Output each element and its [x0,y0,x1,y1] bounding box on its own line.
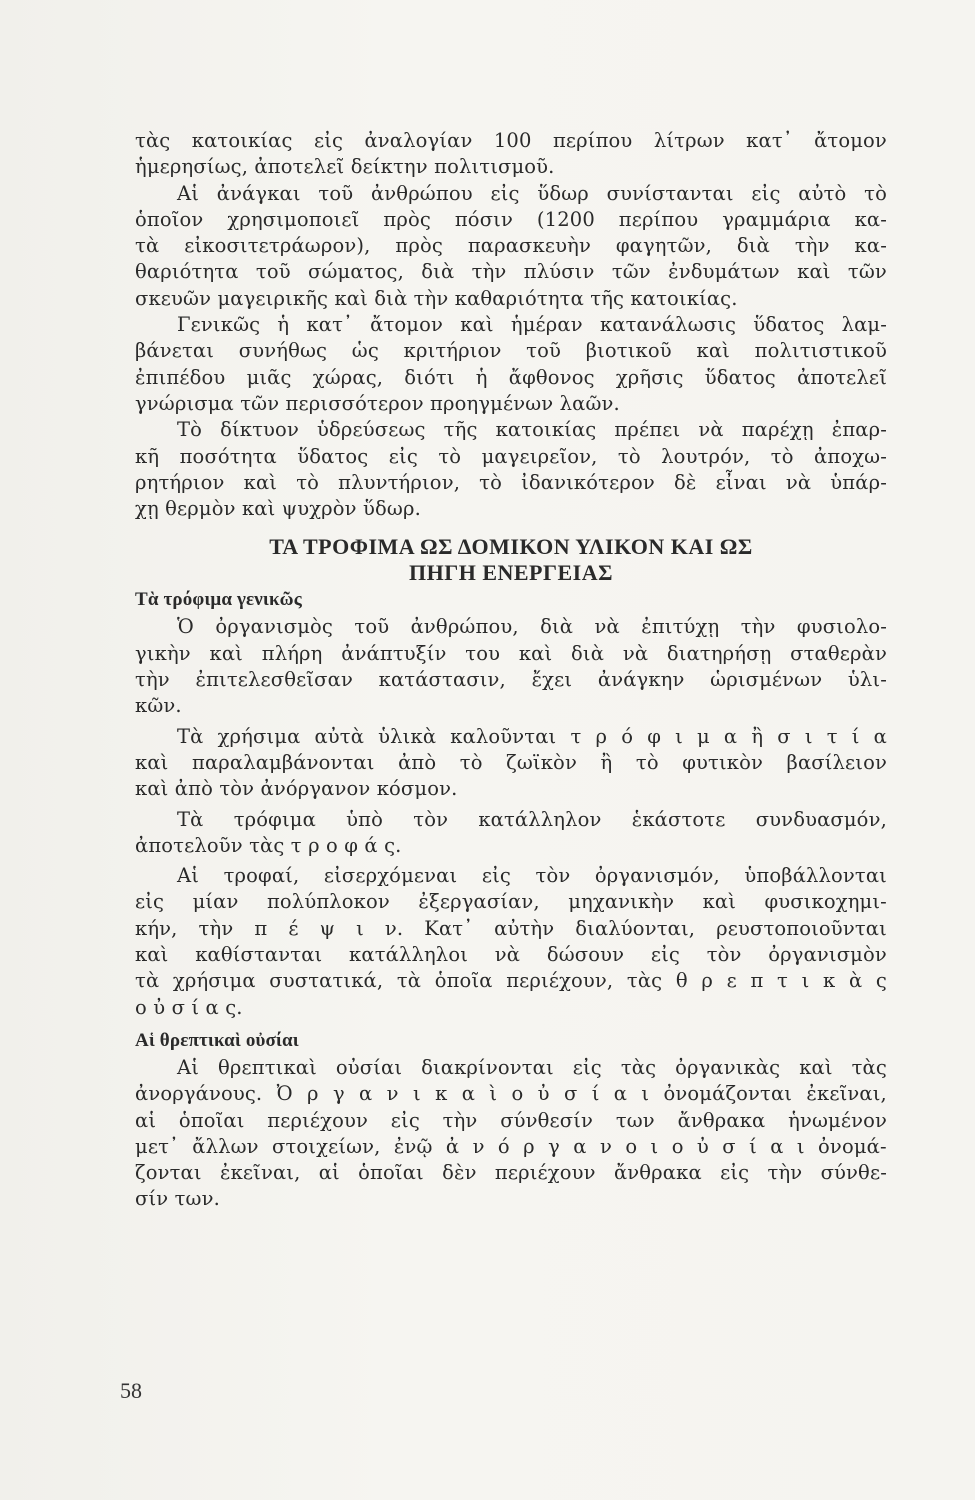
text-line: χῃ θερμὸν καὶ ψυχρὸν ὕδωρ. [135,497,421,521]
text-line: τὴν ἐπιτελεσθεῖσαν κατάστασιν, ἔχει ἀνάγκην ὡρισμένων ὑλι- [135,668,887,692]
text-line: καὶ καθίστανται κατάλληλοι νὰ δώσουν εἰς τὸν ὀργανισμὸν [135,943,887,967]
text-line: Αἱ θρεπτικαὶ οὐσίαι διακρίνονται εἰς τὰς ὀργανικὰς καὶ τὰς [177,1055,887,1079]
text-line: Αἱ τροφαί, εἰσερχόμεναι εἰς τὸν ὀργανισμόν, ὑποβάλλονται [177,864,887,888]
text-line: Γενικῶς ἡ κατ᾽ ἄτομον καὶ ἡμέραν κατανάλωσις ὕδατος λαμ- [177,313,887,337]
text-line: ἐπιπέδου μιᾶς χώρας, διότι ἡ ἄφθονος χρῆσις ὕδατος ἀποτελεῖ [135,365,887,389]
text-line: τὰ χρήσιμα συστατικά, τὰ ὁποῖα περιέχουν, τὰς θ ρ ε π τ ι κ ὰ ς [135,969,887,993]
text-line: Τὰ τρόφιμα ὑπὸ τὸν κατάλληλον ἑκάστοτε συνδυασμόν, [177,807,887,831]
text-line: ἀποτελοῦν τὰς τ ρ ο φ ά ς. [135,833,402,857]
text-line: κῆ ποσότητα ὕδατος εἰς τὸ μαγειρεῖον, τὸ λουτρόν, τὸ ἀποχω- [135,444,887,468]
text-line: κήν, τὴν π έ ψ ι ν. Κατ᾽ αὐτὴν διαλύονται, ρευστοποιοῦνται [135,916,887,940]
text-line: ρητήριον καὶ τὸ πλυντήριον, τὸ ἰδανικότερον δὲ εἶναι νὰ ὑπάρ- [135,470,887,494]
text-line: τὰς κατοικίας εἰς ἀναλογίαν 100 περίπου λίτρων κατ᾽ ἄτομον [135,129,887,152]
text-line: κῶν. [135,694,182,718]
subheading-nutrients: Αἱ θρεπτικαὶ οὐσίαι [135,1029,299,1051]
text-line: γνώρισμα τῶν περισσότερον προηγμένων λαῶν. [135,391,620,415]
text-line: καὶ ἀπὸ τὸν ἀνόργανον κόσμον. [135,777,458,801]
text-line: τὰ εἰκοσιτετράωρον), πρὸς παρασκευὴν φαγητῶν, διὰ τὴν κα- [135,234,887,258]
section-heading-line1: ΤΑ ΤΡΟΦΙΜΑ ΩΣ ΔΟΜΙΚΟΝ ΥΛΙΚΟΝ ΚΑΙ ΩΣ [269,534,753,560]
text-line: ὁποῖον χρησιμοποιεῖ πρὸς πόσιν (1200 περίπου γραμμάρια κα- [135,207,887,231]
text-line: αἱ ὁποῖαι περιέχουν εἰς τὴν σύνθεσίν των ἄνθρακα ἡνωμένον [135,1108,887,1132]
text-line: ο ὐ σ ί α ς. [135,995,243,1019]
text-line: εἰς μίαν πολύπλοκον ἐξεργασίαν, μηχανικὴν καὶ φυσικοχημι- [135,890,887,914]
text-line: σκευῶν μαγειρικῆς καὶ διὰ τὴν καθαριότητα τῆς κατοικίας. [135,286,738,310]
text-line: γικὴν καὶ πλήρη ἀνάπτυξίν του καὶ διὰ νὰ διατηρήσῃ σταθερὰν [135,641,887,665]
text-line: ἡμερησίως, ἀποτελεῖ δείκτην πολιτισμοῦ. [135,155,555,179]
text-line: Ὁ ὀργανισμὸς τοῦ ἀνθρώπου, διὰ νὰ ἐπιτύχῃ τὴν φυσιολο- [177,615,887,639]
text-line: σίν των. [135,1187,220,1211]
text-line: καὶ παραλαμβάνονται ἀπὸ τὸ ζωϊκὸν ἢ τὸ φυτικὸν βασίλειον [135,750,887,774]
text-line: θαριότητα τοῦ σώματος, διὰ τὴν πλύσιν τῶν ἐνδυμάτων καὶ τῶν [135,260,887,284]
text-line: βάνεται συνήθως ὡς κριτήριον τοῦ βιοτικοῦ καὶ πολιτιστικοῦ [135,339,887,363]
text-line: μετ᾽ ἄλλων στοιχείων, ἐνῷ ἀ ν ό ρ γ α ν ο ι ο ὐ σ ί α ι ὀνομά- [135,1134,887,1158]
text-line: ἀνοργάνους. Ὀ ρ γ α ν ι κ α ὶ ο ὐ σ ί α ι ὀνομάζονται ἐκεῖναι, [135,1082,887,1106]
page-text [135,128,887,1213]
section-heading-line2: ΠΗΓΗ ΕΝΕΡΓΕΙΑΣ [408,560,613,586]
page-number: 58 [120,1378,142,1403]
text-line: Αἱ ἀνάγκαι τοῦ ἀνθρώπου εἰς ὕδωρ συνίστανται εἰς αὐτὸ τὸ [177,181,887,205]
text-line: Τὸ δίκτυον ὑδρεύσεως τῆς κατοικίας πρέπει νὰ παρέχῃ ἐπαρ- [177,418,887,442]
subheading-foods-general: Τὰ τρόφιμα γενικῶς [135,589,302,611]
text-line: ζονται ἐκεῖναι, αἱ ὁποῖαι δὲν περιέχουν ἄνθρακα εἰς τὴν σύνθε- [135,1161,887,1185]
text-line: Τὰ χρήσιμα αὐτὰ ὑλικὰ καλοῦνται τ ρ ό φ ι μ α ἢ σ ι τ ί α [177,724,887,748]
